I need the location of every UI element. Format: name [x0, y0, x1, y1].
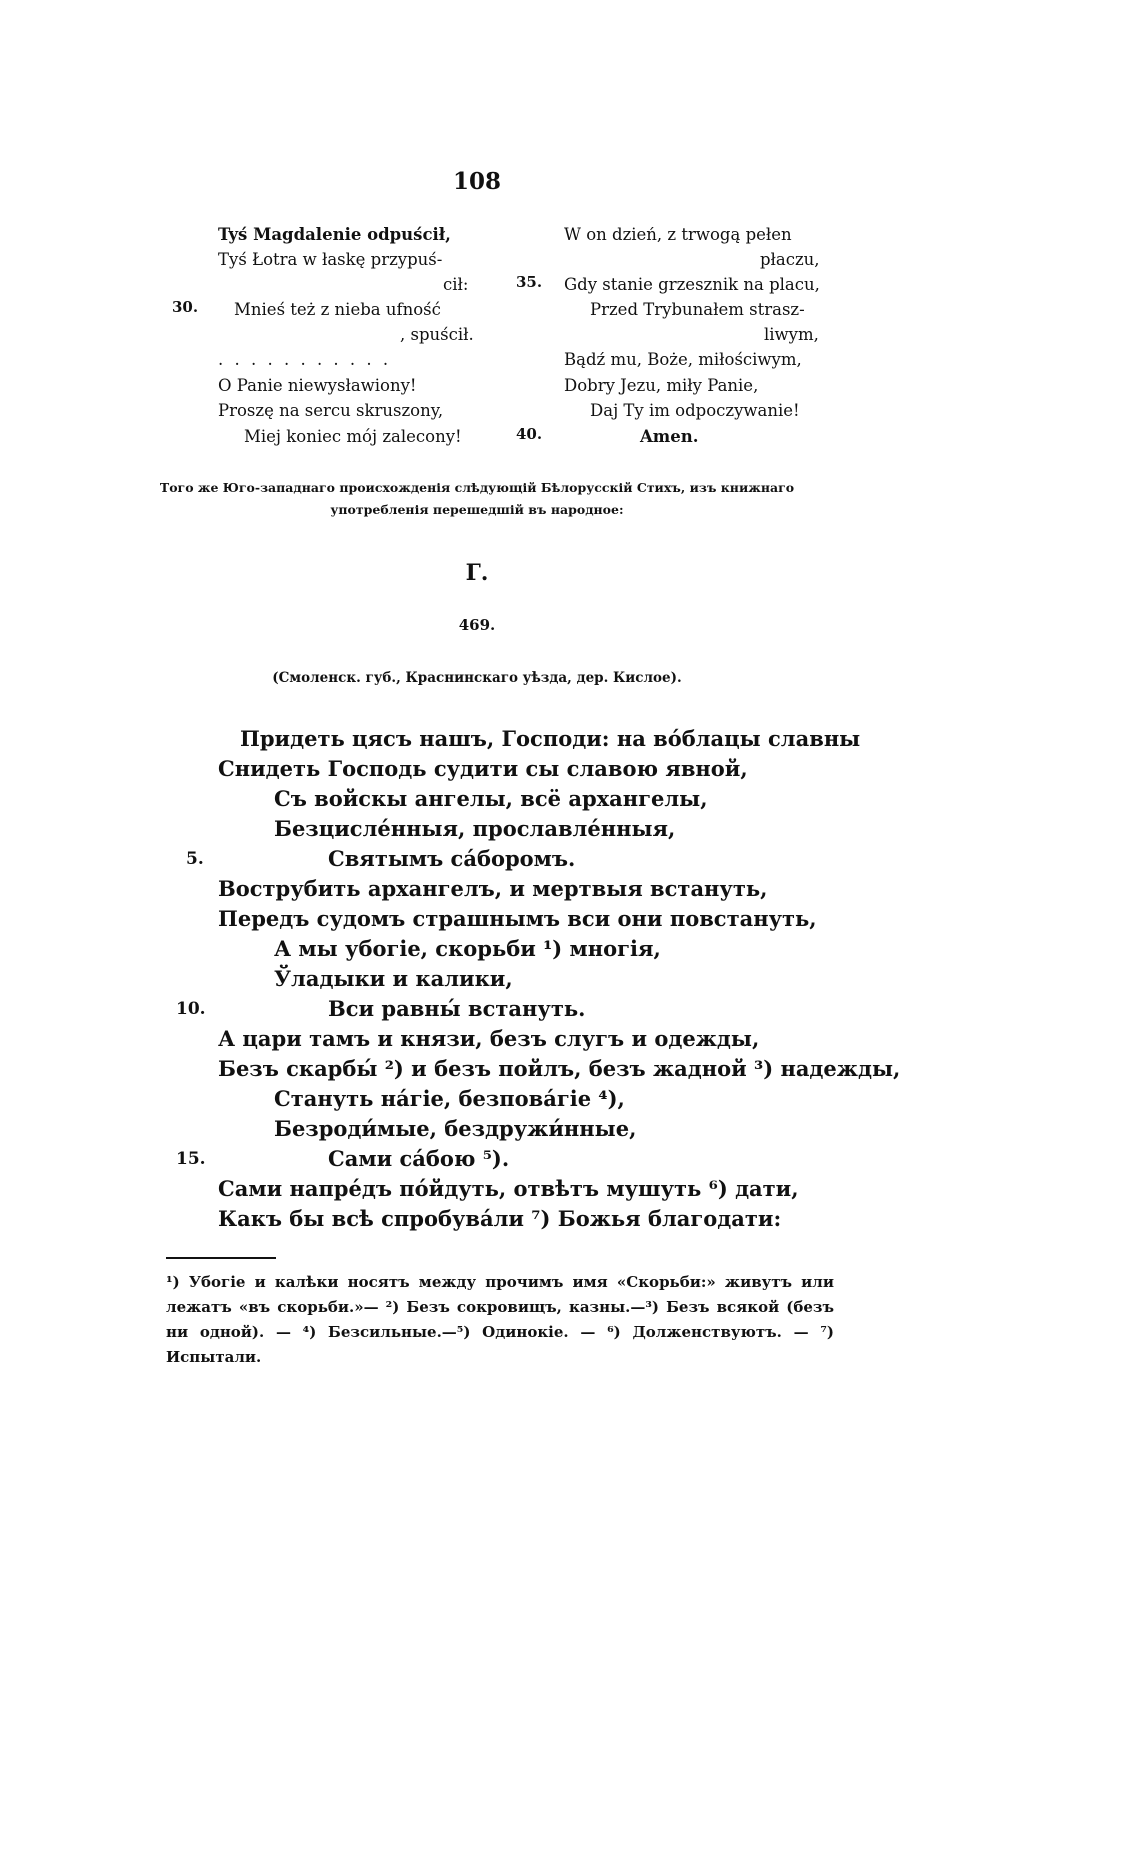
- poem-line-3: Съ войскы ангелы, всё архангелы,: [274, 786, 708, 811]
- footnotes: ¹) Убогіе и калѣки носятъ между прочимъ имя «Скорьби:» живутъ или лежатъ «въ скорьби.»— ²) Безъ сокровищъ, казны.—³) Безъ всякой (безъ ни одной). — ⁴) Безсильные.—⁵) Одинокіе. — ⁶) Долженствуютъ. — ⁷) Испытали.: [166, 1273, 834, 1366]
- left-line-number-30: 30.: [172, 298, 199, 316]
- right-line-number-40: 40.: [516, 425, 543, 443]
- origin-note: (Смоленск. губ., Краснинскаго уѣзда, дер. Кислое).: [272, 670, 682, 686]
- poem-line-number-10: 10.: [176, 999, 206, 1019]
- right-line-2: płaczu,: [760, 250, 820, 269]
- poem-line-17: Какъ бы всѣ спробувáли ⁷) Божья благодати:: [218, 1206, 782, 1231]
- poem-line-number-15: 15.: [176, 1149, 206, 1169]
- poem-line-number-5: 5.: [186, 849, 204, 869]
- poem-line-14: Безроди́мые, бездружи́нные,: [274, 1116, 637, 1141]
- right-line-3: Gdy stanie grzesznik na placu,: [564, 275, 820, 294]
- right-line-number-35: 35.: [516, 273, 543, 291]
- left-line-7: Proszę na sercu skruszony,: [218, 401, 444, 420]
- right-line-4: Przed Trybunałem strasz-: [590, 300, 805, 319]
- left-line-4: Mnieś też z nieba ufność: [234, 300, 441, 319]
- right-line-9: Amen.: [640, 427, 699, 446]
- poem-line-2: Снидеть Господь судити сы славою явной,: [218, 756, 748, 781]
- intro-line-2: употребленія перешедшій въ народное:: [330, 502, 624, 517]
- right-line-8: Daj Ty im odpoczywanie!: [590, 401, 800, 420]
- right-line-7: Dobry Jezu, miły Panie,: [564, 376, 759, 395]
- poem-line-12: Безъ скарбы́ ²) и безъ пойлъ, безъ жадной ³) надежды,: [218, 1056, 901, 1081]
- poem-line-9: Ўладыки и калики,: [274, 966, 513, 991]
- poem-line-13: Стануть нáгіе, безповáгіе ⁴),: [274, 1086, 625, 1111]
- section-letter: Г.: [465, 560, 489, 586]
- left-line-8: Miej koniec mój zalecony!: [244, 427, 462, 446]
- right-line-1: W on dzień, z trwogą pełen: [564, 225, 792, 244]
- page-number: 108: [452, 168, 501, 195]
- poem-line-7: Передъ судомъ страшнымъ вси они повстануть,: [218, 906, 817, 931]
- left-line-3: cił:: [443, 275, 469, 294]
- poem-line-5: Святымъ сáборомъ.: [328, 846, 576, 871]
- poem-line-16: Сами напре́дъ по́йдуть, отвѣтъ мушуть ⁶) дати,: [218, 1176, 799, 1201]
- poem-line-6: Вострубить архангелъ, и мертвыя встануть,: [218, 876, 768, 901]
- poem-line-10: Вси равны́ встануть.: [328, 996, 586, 1021]
- left-ellipsis: . . . . . . . . . . .: [218, 350, 392, 369]
- poem-line-15: Сами сáбою ⁵).: [328, 1146, 510, 1171]
- poem-line-4: Безцисле́нныя, прославле́нныя,: [274, 816, 676, 841]
- poem-number: 469.: [458, 616, 496, 634]
- right-line-5: liwym,: [764, 325, 819, 344]
- left-line-5: , spuścił.: [400, 325, 474, 344]
- left-line-6: O Panie niewysławiony!: [218, 376, 417, 395]
- intro-line-1: Того же Юго-западнаго происхожденія слѣдующій Бѣлорусскій Стихъ, изъ книжнаго: [159, 480, 795, 495]
- poem-line-8: А мы убогіе, скорьби ¹) многія,: [274, 936, 661, 961]
- poem-line-11: А цари тамъ и князи, безъ слугъ и одежды,: [218, 1026, 760, 1051]
- poem-line-1: Придеть цясъ нашъ, Господи: на вóблацы славны: [240, 726, 861, 751]
- footnote-rule: [166, 1257, 276, 1259]
- left-line-2: Tyś Łotra w łaskę przypuś-: [218, 250, 443, 269]
- left-line-1: Tyś Magdalenie odpuścił,: [218, 225, 451, 244]
- right-line-6: Bądź mu, Boże, miłościwym,: [564, 350, 802, 369]
